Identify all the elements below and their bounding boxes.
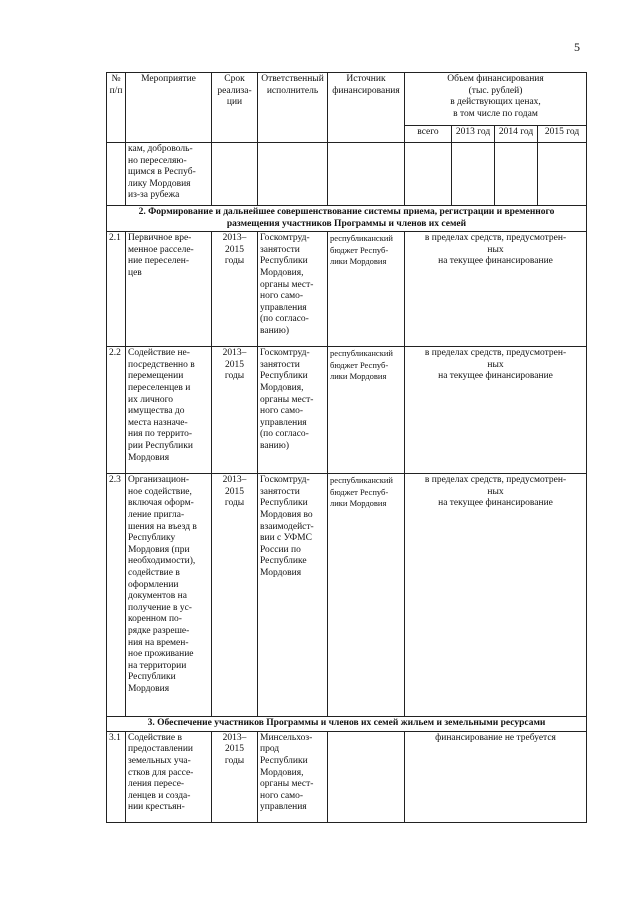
row-term: 2013– 2015 годы bbox=[212, 731, 258, 822]
program-table bbox=[106, 72, 587, 823]
header-num: № п/п bbox=[107, 73, 126, 143]
row-source: республиканский бюджет Респуб- лики Мордовия bbox=[328, 474, 405, 717]
row-executor: Госкомтруд- занятости Республики Мордовия во взаимодейст- вии с УФМС России по Республике Мордовия bbox=[258, 474, 328, 717]
row-financing: в пределах средств, предусмотрен- ных на текущее финансирование bbox=[405, 474, 587, 717]
header-2015: 2015 год bbox=[538, 126, 587, 143]
header-2013: 2013 год bbox=[452, 126, 495, 143]
row-num: 3.1 bbox=[107, 731, 126, 822]
section-3-title: 3. Обеспечение участников Программы и членов их семей жильем и земельными ресурсами bbox=[107, 717, 587, 732]
header-total: всего bbox=[405, 126, 452, 143]
row-num: 2.1 bbox=[107, 232, 126, 347]
header-term: Срок реализа- ции bbox=[212, 73, 258, 143]
row-measure: Содействие не- посредственно в перемещении переселенцев и их личного имущества до места назначе- ния по террито- рии Республики Мордовия bbox=[126, 347, 212, 474]
row-num: 2.3 bbox=[107, 474, 126, 717]
row-executor: Минсельхоз- прод Республики Мордовия, органы мест- ного само- управления bbox=[258, 731, 328, 822]
header-measure: Мероприятие bbox=[126, 73, 212, 143]
table-header-row bbox=[107, 73, 587, 126]
section-2-title: 2. Формирование и дальнейшее совершенствование системы приема, регистрации и временного размещения участников Программы и членов их семей bbox=[107, 206, 587, 232]
row-num: 2.2 bbox=[107, 347, 126, 474]
row-source: республиканский бюджет Респуб- лики Мордовия bbox=[328, 347, 405, 474]
row-measure: Содействие в предоставлении земельных уча- стков для рассе- ления пересе- ленцев и созда- нии крестьян- bbox=[126, 731, 212, 822]
row-financing: в пределах средств, предусмотрен- ных на текущее финансирование bbox=[405, 232, 587, 347]
row-executor: Госкомтруд- занятости Республики Мордовия, органы мест- ного само- управления (по согласо- ванию) bbox=[258, 347, 328, 474]
table-row bbox=[107, 731, 587, 822]
row-term: 2013– 2015 годы bbox=[212, 232, 258, 347]
section-2-row bbox=[107, 206, 587, 232]
header-2014: 2014 год bbox=[495, 126, 538, 143]
section-3-row bbox=[107, 717, 587, 732]
page-number: 5 bbox=[574, 40, 580, 54]
continuation-row bbox=[107, 143, 587, 206]
header-source: Источник финансирования bbox=[328, 73, 405, 143]
row-source: республиканский бюджет Респуб- лики Мордовия bbox=[328, 232, 405, 347]
row-measure: Организацион- ное содействие, включая оформ- ление пригла- шения на въезд в Республику Мордовия (при необходимости), содействие в оформлении документов на получение в ус- коренном по- рядке разреше- ния на времен- ное проживание на территории Республики Мордовия bbox=[126, 474, 212, 717]
row-term: 2013– 2015 годы bbox=[212, 347, 258, 474]
row-executor: Госкомтруд- занятости Республики Мордовия, органы мест- ного само- управления (по согласо- ванию) bbox=[258, 232, 328, 347]
table-row bbox=[107, 474, 587, 717]
row-financing: в пределах средств, предусмотрен- ных на текущее финансирование bbox=[405, 347, 587, 474]
row-source bbox=[328, 731, 405, 822]
row-measure: Первичное вре- менное расселе- ние переселен- цев bbox=[126, 232, 212, 347]
row-term: 2013– 2015 годы bbox=[212, 474, 258, 717]
continuation-measure: кам, доброволь- но переселяю- щимся в Респуб- лику Мордовия из-за рубежа bbox=[126, 143, 212, 206]
header-volume: Объем финансирования (тыс. рублей) в действующих ценах, в том числе по годам bbox=[405, 73, 587, 126]
row-financing: финансирование не требуется bbox=[405, 731, 587, 822]
table-row bbox=[107, 347, 587, 474]
header-executor: Ответственный исполнитель bbox=[258, 73, 328, 143]
table-row bbox=[107, 232, 587, 347]
